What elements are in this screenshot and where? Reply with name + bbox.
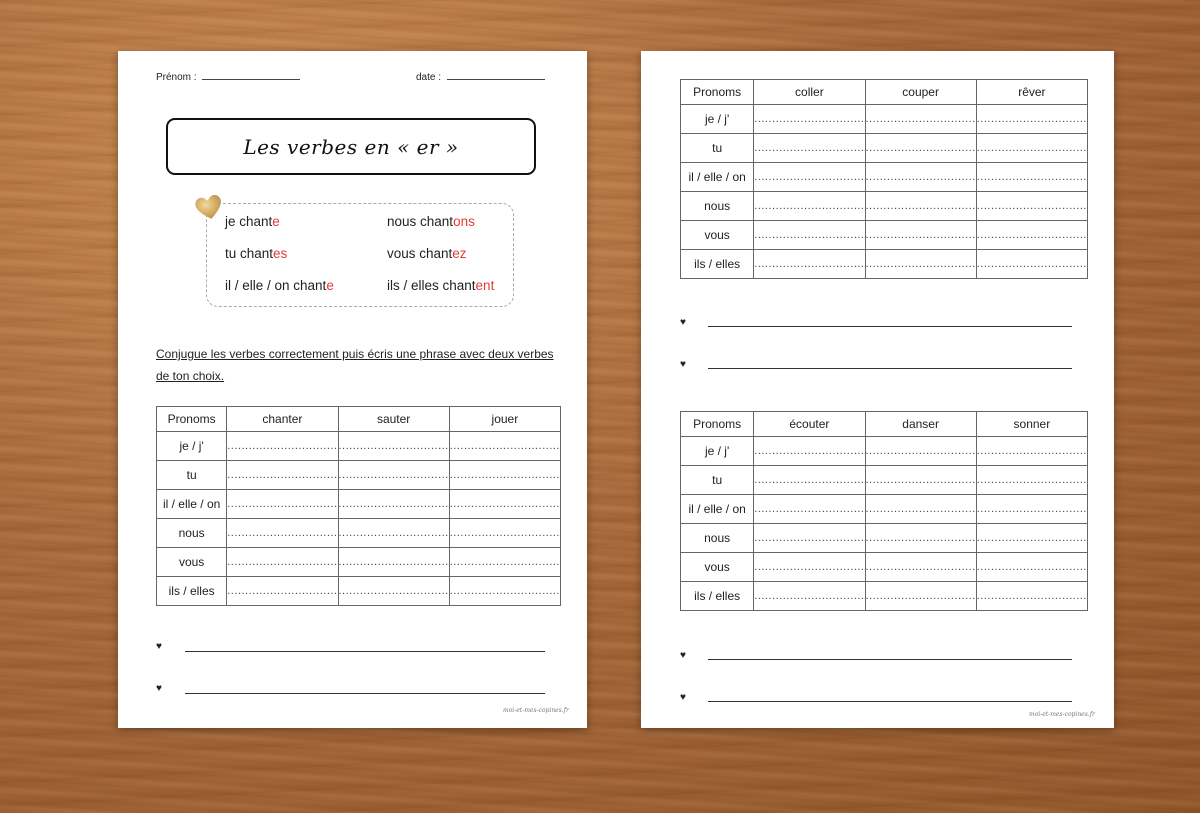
answer-cell[interactable]: ............................... — [227, 519, 338, 548]
pronoun-cell: ils / elles — [681, 250, 754, 279]
sentence-line-4[interactable] — [708, 701, 1072, 702]
example-vous: vous chantez — [387, 246, 467, 261]
prenom-field — [156, 71, 300, 83]
ending-e: e — [326, 278, 334, 293]
column-header-pronoms: Pronoms — [157, 407, 227, 432]
answer-cell[interactable]: ............................... — [227, 490, 338, 519]
pronoun-cell: nous — [681, 524, 754, 553]
pronoun-cell: je / j' — [157, 432, 227, 461]
sentence-line-1[interactable] — [708, 326, 1072, 327]
answer-cell[interactable]: ............................... — [449, 461, 560, 490]
bullet-heart-icon: ♥ — [156, 641, 162, 652]
table-row — [157, 490, 561, 519]
pronoun-cell: tu — [681, 134, 754, 163]
answer-cell[interactable]: ............................... — [976, 495, 1087, 524]
table-row — [681, 250, 1088, 279]
column-header-verb: écouter — [754, 412, 865, 437]
bullet-heart-icon: ♥ — [680, 317, 686, 328]
answer-cell[interactable]: ............................... — [865, 192, 976, 221]
bullet-heart-icon: ♥ — [680, 650, 686, 661]
column-header-pronoms: Pronoms — [681, 80, 754, 105]
ending-es: es — [273, 246, 288, 261]
answer-cell[interactable]: ............................... — [227, 461, 338, 490]
answer-cell[interactable]: ............................... — [754, 192, 865, 221]
answer-cell[interactable]: ............................... — [976, 437, 1087, 466]
answer-cell[interactable]: ............................... — [338, 548, 449, 577]
page-title: Les verbes en « er » — [243, 134, 459, 159]
prenom-blank[interactable] — [202, 71, 300, 80]
answer-cell[interactable]: ............................... — [449, 490, 560, 519]
pronoun-cell: je / j' — [681, 105, 754, 134]
pronoun-cell: nous — [681, 192, 754, 221]
answer-cell[interactable]: ............................... — [227, 577, 338, 606]
table-row — [681, 466, 1088, 495]
column-header-verb: danser — [865, 412, 976, 437]
pronoun-cell: il / elle / on — [681, 163, 754, 192]
pronoun-cell: ils / elles — [157, 577, 227, 606]
answer-cell[interactable]: ............................... — [865, 250, 976, 279]
answer-cell[interactable]: ............................... — [865, 466, 976, 495]
sentence-line-1[interactable] — [185, 651, 545, 652]
answer-cell[interactable]: ............................... — [976, 192, 1087, 221]
answer-cell[interactable]: ............................... — [754, 437, 865, 466]
pronoun-cell: tu — [157, 461, 227, 490]
date-blank[interactable] — [447, 71, 545, 80]
answer-cell[interactable]: ............................... — [976, 553, 1087, 582]
answer-cell[interactable]: ............................... — [338, 519, 449, 548]
answer-cell[interactable]: ............................... — [754, 582, 865, 611]
table-row — [681, 437, 1088, 466]
answer-cell[interactable]: ............................... — [338, 432, 449, 461]
table-row — [681, 553, 1088, 582]
answer-cell[interactable]: ............................... — [976, 524, 1087, 553]
answer-cell[interactable]: ............................... — [754, 495, 865, 524]
answer-cell[interactable]: ............................... — [754, 134, 865, 163]
table-row — [157, 577, 561, 606]
glitter-heart-icon — [194, 193, 224, 221]
answer-cell[interactable]: ............................... — [976, 134, 1087, 163]
table-row — [681, 582, 1088, 611]
worksheet-page-right — [641, 51, 1114, 728]
ending-ons: ons — [453, 214, 475, 229]
answer-cell[interactable]: ............................... — [227, 548, 338, 577]
bullet-heart-icon: ♥ — [680, 359, 686, 370]
instruction-text: Conjugue les verbes correctement puis écris une phrase avec deux verbes de ton choix. — [156, 347, 554, 383]
pronoun-cell: nous — [157, 519, 227, 548]
bullet-heart-icon: ♥ — [680, 692, 686, 703]
answer-cell[interactable]: ............................... — [865, 495, 976, 524]
answer-cell[interactable]: ............................... — [865, 221, 976, 250]
table-row — [681, 105, 1088, 134]
answer-cell[interactable]: ............................... — [976, 105, 1087, 134]
answer-cell[interactable]: ............................... — [976, 221, 1087, 250]
answer-cell[interactable]: ............................... — [976, 466, 1087, 495]
table-row — [681, 221, 1088, 250]
answer-cell[interactable]: ............................... — [865, 582, 976, 611]
column-header-verb: couper — [865, 80, 976, 105]
table-row — [681, 134, 1088, 163]
answer-cell[interactable]: ............................... — [338, 577, 449, 606]
footer-credit: moi-et-mes-copines.fr — [503, 707, 569, 714]
bullet-heart-icon: ♥ — [156, 683, 162, 694]
table-row — [157, 548, 561, 577]
conjugation-table-1 — [680, 79, 1088, 279]
date-label: date : — [416, 72, 442, 83]
column-header-verb: sauter — [338, 407, 449, 432]
ending-e: e — [272, 214, 280, 229]
prenom-label: Prénom : — [156, 72, 197, 83]
column-header-pronoms: Pronoms — [681, 412, 754, 437]
table-header-row — [681, 80, 1088, 105]
answer-cell[interactable]: ............................... — [754, 221, 865, 250]
table-row — [157, 432, 561, 461]
column-header-verb: jouer — [449, 407, 560, 432]
answer-cell[interactable]: ............................... — [449, 548, 560, 577]
date-field — [416, 71, 545, 83]
answer-cell[interactable]: ............................... — [754, 524, 865, 553]
sentence-line-2[interactable] — [708, 368, 1072, 369]
answer-cell[interactable]: ............................... — [338, 461, 449, 490]
table-row — [681, 495, 1088, 524]
answer-cell[interactable]: ............................... — [976, 582, 1087, 611]
pronoun-cell: tu — [681, 466, 754, 495]
pronoun-cell: vous — [681, 221, 754, 250]
answer-cell[interactable]: ............................... — [754, 250, 865, 279]
table-row — [157, 461, 561, 490]
table-header-row — [681, 412, 1088, 437]
pronoun-cell: vous — [681, 553, 754, 582]
pronoun-cell: il / elle / on — [157, 490, 227, 519]
pronoun-cell: je / j' — [681, 437, 754, 466]
answer-cell[interactable]: ............................... — [338, 490, 449, 519]
conjugation-table — [156, 406, 561, 606]
column-header-verb: rêver — [976, 80, 1087, 105]
pronoun-cell: il / elle / on — [681, 495, 754, 524]
ending-ez: ez — [452, 246, 467, 261]
worksheet-page-left — [118, 51, 587, 728]
column-header-verb: coller — [754, 80, 865, 105]
answer-cell[interactable]: ............................... — [754, 466, 865, 495]
answer-cell[interactable]: ............................... — [754, 163, 865, 192]
column-header-verb: sonner — [976, 412, 1087, 437]
sentence-line-3[interactable] — [708, 659, 1072, 660]
column-header-verb: chanter — [227, 407, 338, 432]
answer-cell[interactable]: ............................... — [865, 163, 976, 192]
example-nous: nous chantons — [387, 214, 475, 229]
title-box — [166, 118, 536, 175]
answer-cell[interactable]: ............................... — [227, 432, 338, 461]
answer-cell[interactable]: ............................... — [976, 163, 1087, 192]
example-ils: ils / elles chantent — [387, 278, 495, 293]
table-row — [681, 524, 1088, 553]
footer-credit: moi-et-mes-copines.fr — [1029, 711, 1095, 718]
answer-cell[interactable]: ............................... — [865, 134, 976, 163]
pronoun-cell: ils / elles — [681, 582, 754, 611]
answer-cell[interactable]: ............................... — [976, 250, 1087, 279]
example-je: je chante — [225, 214, 280, 229]
table-header-row — [157, 407, 561, 432]
sentence-line-2[interactable] — [185, 693, 545, 694]
answer-cell[interactable]: ............................... — [449, 577, 560, 606]
example-tu: tu chantes — [225, 246, 288, 261]
answer-cell[interactable]: ............................... — [865, 437, 976, 466]
table-row — [681, 192, 1088, 221]
example-il: il / elle / on chante — [225, 278, 334, 293]
ending-ent: ent — [475, 278, 495, 293]
answer-cell[interactable]: ............................... — [754, 553, 865, 582]
conjugation-table-2 — [680, 411, 1088, 611]
answer-cell[interactable]: ............................... — [865, 105, 976, 134]
pronoun-cell: vous — [157, 548, 227, 577]
answer-cell[interactable]: ............................... — [449, 432, 560, 461]
answer-cell[interactable]: ............................... — [449, 519, 560, 548]
answer-cell[interactable]: ............................... — [754, 105, 865, 134]
table-row — [681, 163, 1088, 192]
table-row — [157, 519, 561, 548]
answer-cell[interactable]: ............................... — [865, 553, 976, 582]
answer-cell[interactable]: ............................... — [865, 524, 976, 553]
